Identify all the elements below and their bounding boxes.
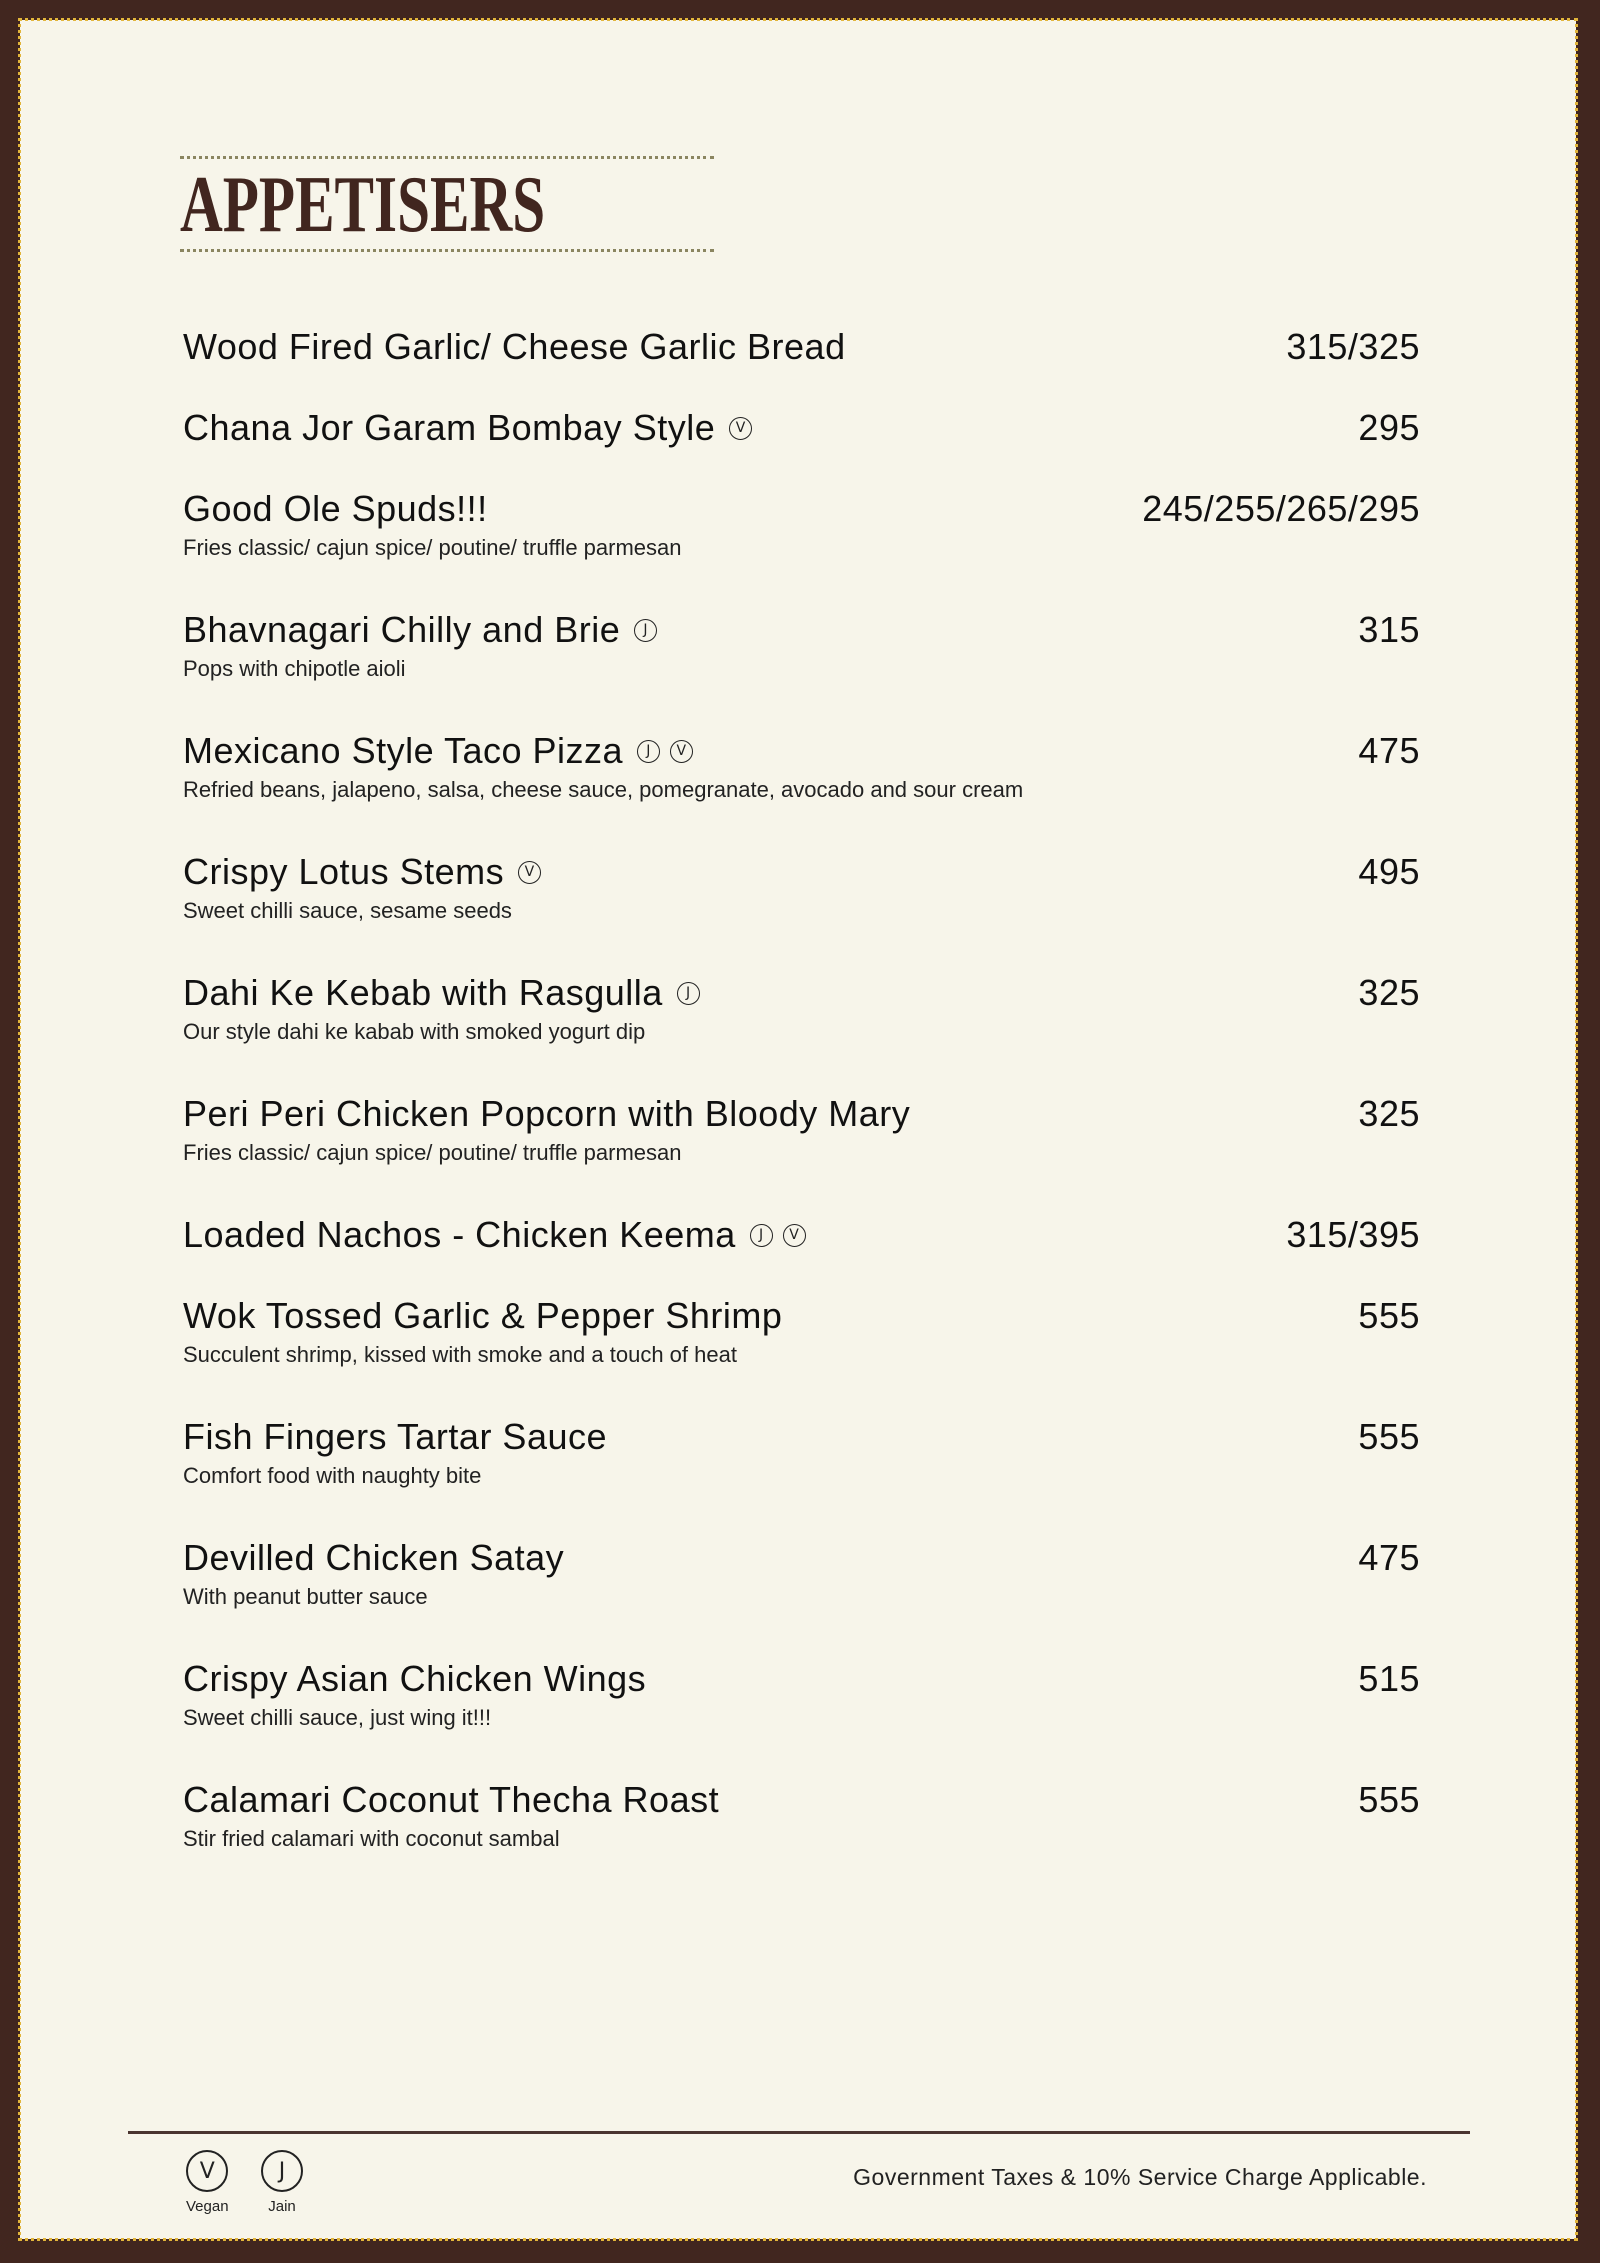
menu-item-name: Calamari Coconut Thecha Roast bbox=[183, 1779, 720, 1820]
menu-item-row bbox=[183, 608, 1420, 652]
bottom-dotted-divider bbox=[180, 249, 714, 252]
menu-item-description: Stir fried calamari with coconut sambal bbox=[183, 1826, 560, 1851]
menu-item-price: 315/325 bbox=[1286, 326, 1420, 367]
menu-item-row bbox=[183, 406, 1420, 450]
menu-item-name-group bbox=[183, 326, 846, 368]
menu-item-name: Mexicano Style Taco Pizza bbox=[183, 730, 624, 771]
menu-item-name-group bbox=[183, 407, 752, 449]
legend-vegan-label: Vegan bbox=[186, 2198, 229, 2215]
menu-item-price: 555 bbox=[1358, 1779, 1420, 1820]
menu-item-name-group bbox=[183, 1416, 607, 1458]
menu-item-name-group bbox=[183, 851, 541, 893]
legend-vegan bbox=[186, 2150, 229, 2215]
menu-item-name-group bbox=[183, 1214, 806, 1256]
menu-item-row bbox=[183, 850, 1420, 894]
menu-item-row bbox=[183, 971, 1420, 1015]
menu-item-name: Bhavnagari Chilly and Brie bbox=[183, 609, 621, 650]
menu-item-price: 555 bbox=[1358, 1416, 1420, 1457]
menu-item-price: 245/255/265/295 bbox=[1142, 488, 1420, 529]
menu-item-row bbox=[183, 487, 1420, 531]
menu-item-name-group bbox=[183, 1779, 719, 1821]
menu-item-price: 295 bbox=[1358, 407, 1420, 448]
menu-item-row bbox=[183, 1294, 1420, 1338]
menu-item bbox=[183, 1657, 1420, 1778]
menu-item-price: 475 bbox=[1358, 1537, 1420, 1578]
menu-item-description: Sweet chilli sauce, just wing it!!! bbox=[183, 1705, 492, 1730]
menu-item-name-group bbox=[183, 1658, 646, 1700]
menu-item-description: Pops with chipotle aioli bbox=[183, 656, 406, 681]
menu-item-price: 515 bbox=[1358, 1658, 1420, 1699]
menu-item bbox=[183, 1536, 1420, 1657]
jain-icon: J bbox=[637, 740, 660, 763]
menu-item-name: Fish Fingers Tartar Sauce bbox=[183, 1416, 608, 1457]
legend-jain bbox=[261, 2150, 303, 2215]
menu-item bbox=[183, 1213, 1420, 1294]
menu-items-list bbox=[183, 325, 1420, 1899]
menu-item-row bbox=[183, 1415, 1420, 1459]
menu-item-price: 555 bbox=[1358, 1295, 1420, 1336]
menu-item bbox=[183, 729, 1420, 850]
menu-page bbox=[20, 20, 1576, 2239]
section-header bbox=[180, 156, 714, 252]
menu-item-name: Chana Jor Garam Bombay Style bbox=[183, 407, 716, 448]
menu-item-name: Crispy Lotus Stems bbox=[183, 851, 505, 892]
menu-item-name-group bbox=[183, 1295, 782, 1337]
vegan-icon: V bbox=[518, 861, 541, 884]
menu-item-name-group bbox=[183, 730, 693, 772]
menu-item-price: 315/395 bbox=[1286, 1214, 1420, 1255]
jain-icon: J bbox=[634, 619, 657, 642]
menu-item-price: 495 bbox=[1358, 851, 1420, 892]
menu-item-description: Sweet chilli sauce, sesame seeds bbox=[183, 898, 512, 923]
menu-item-row bbox=[183, 1657, 1420, 1701]
vegan-icon: V bbox=[186, 2150, 228, 2192]
legend-jain-label: Jain bbox=[268, 2198, 296, 2215]
menu-item-price: 475 bbox=[1358, 730, 1420, 771]
menu-item-row bbox=[183, 325, 1420, 369]
menu-item-description: Refried beans, jalapeno, salsa, cheese sauce, pomegranate, avocado and sour cream bbox=[183, 777, 1024, 802]
menu-item bbox=[183, 1092, 1420, 1213]
menu-item bbox=[183, 487, 1420, 608]
section-title: APPETISERS bbox=[180, 161, 546, 249]
menu-item-name: Loaded Nachos - Chicken Keema bbox=[183, 1214, 736, 1255]
menu-item-name: Devilled Chicken Satay bbox=[183, 1537, 565, 1578]
menu-item-row bbox=[183, 1536, 1420, 1580]
menu-item-name-group bbox=[183, 1537, 564, 1579]
menu-item bbox=[183, 608, 1420, 729]
menu-item-row bbox=[183, 1778, 1420, 1822]
menu-item-name: Wok Tossed Garlic & Pepper Shrimp bbox=[183, 1295, 783, 1336]
menu-item-name-group bbox=[183, 488, 488, 530]
vegan-icon: V bbox=[729, 417, 752, 440]
menu-item-row bbox=[183, 1213, 1420, 1257]
jain-icon: J bbox=[261, 2150, 303, 2192]
menu-item-description: Succulent shrimp, kissed with smoke and a touch of heat bbox=[183, 1342, 737, 1367]
menu-item-name: Crispy Asian Chicken Wings bbox=[183, 1658, 647, 1699]
vegan-icon: V bbox=[783, 1224, 806, 1247]
menu-item bbox=[183, 850, 1420, 971]
menu-item-price: 315 bbox=[1358, 609, 1420, 650]
menu-item-description: Fries classic/ cajun spice/ poutine/ truffle parmesan bbox=[183, 535, 682, 560]
menu-item-name-group bbox=[183, 972, 700, 1014]
menu-item-description: Fries classic/ cajun spice/ poutine/ truffle parmesan bbox=[183, 1140, 682, 1165]
footer-divider bbox=[128, 2131, 1470, 2134]
tax-note: Government Taxes & 10% Service Charge Applicable. bbox=[853, 2164, 1427, 2190]
menu-item-price: 325 bbox=[1358, 972, 1420, 1013]
menu-item-description: Our style dahi ke kabab with smoked yogurt dip bbox=[183, 1019, 646, 1044]
menu-item-description: With peanut butter sauce bbox=[183, 1584, 428, 1609]
menu-item-name: Peri Peri Chicken Popcorn with Bloody Mary bbox=[183, 1093, 911, 1134]
menu-item bbox=[183, 1415, 1420, 1536]
menu-item bbox=[183, 406, 1420, 487]
menu-item bbox=[183, 325, 1420, 406]
menu-item-name: Good Ole Spuds!!! bbox=[183, 488, 488, 529]
vegan-icon: V bbox=[670, 740, 693, 763]
jain-icon: J bbox=[750, 1224, 773, 1247]
menu-item bbox=[183, 1778, 1420, 1899]
menu-item bbox=[183, 1294, 1420, 1415]
menu-item-price: 325 bbox=[1358, 1093, 1420, 1134]
menu-item-name: Wood Fired Garlic/ Cheese Garlic Bread bbox=[183, 326, 846, 367]
menu-item bbox=[183, 971, 1420, 1092]
menu-item-description: Comfort food with naughty bite bbox=[183, 1463, 482, 1488]
jain-icon: J bbox=[677, 982, 700, 1005]
menu-item-name-group bbox=[183, 1093, 910, 1135]
menu-item-row bbox=[183, 1092, 1420, 1136]
menu-item-name-group bbox=[183, 609, 657, 651]
menu-item-row bbox=[183, 729, 1420, 773]
menu-item-name: Dahi Ke Kebab with Rasgulla bbox=[183, 972, 663, 1013]
